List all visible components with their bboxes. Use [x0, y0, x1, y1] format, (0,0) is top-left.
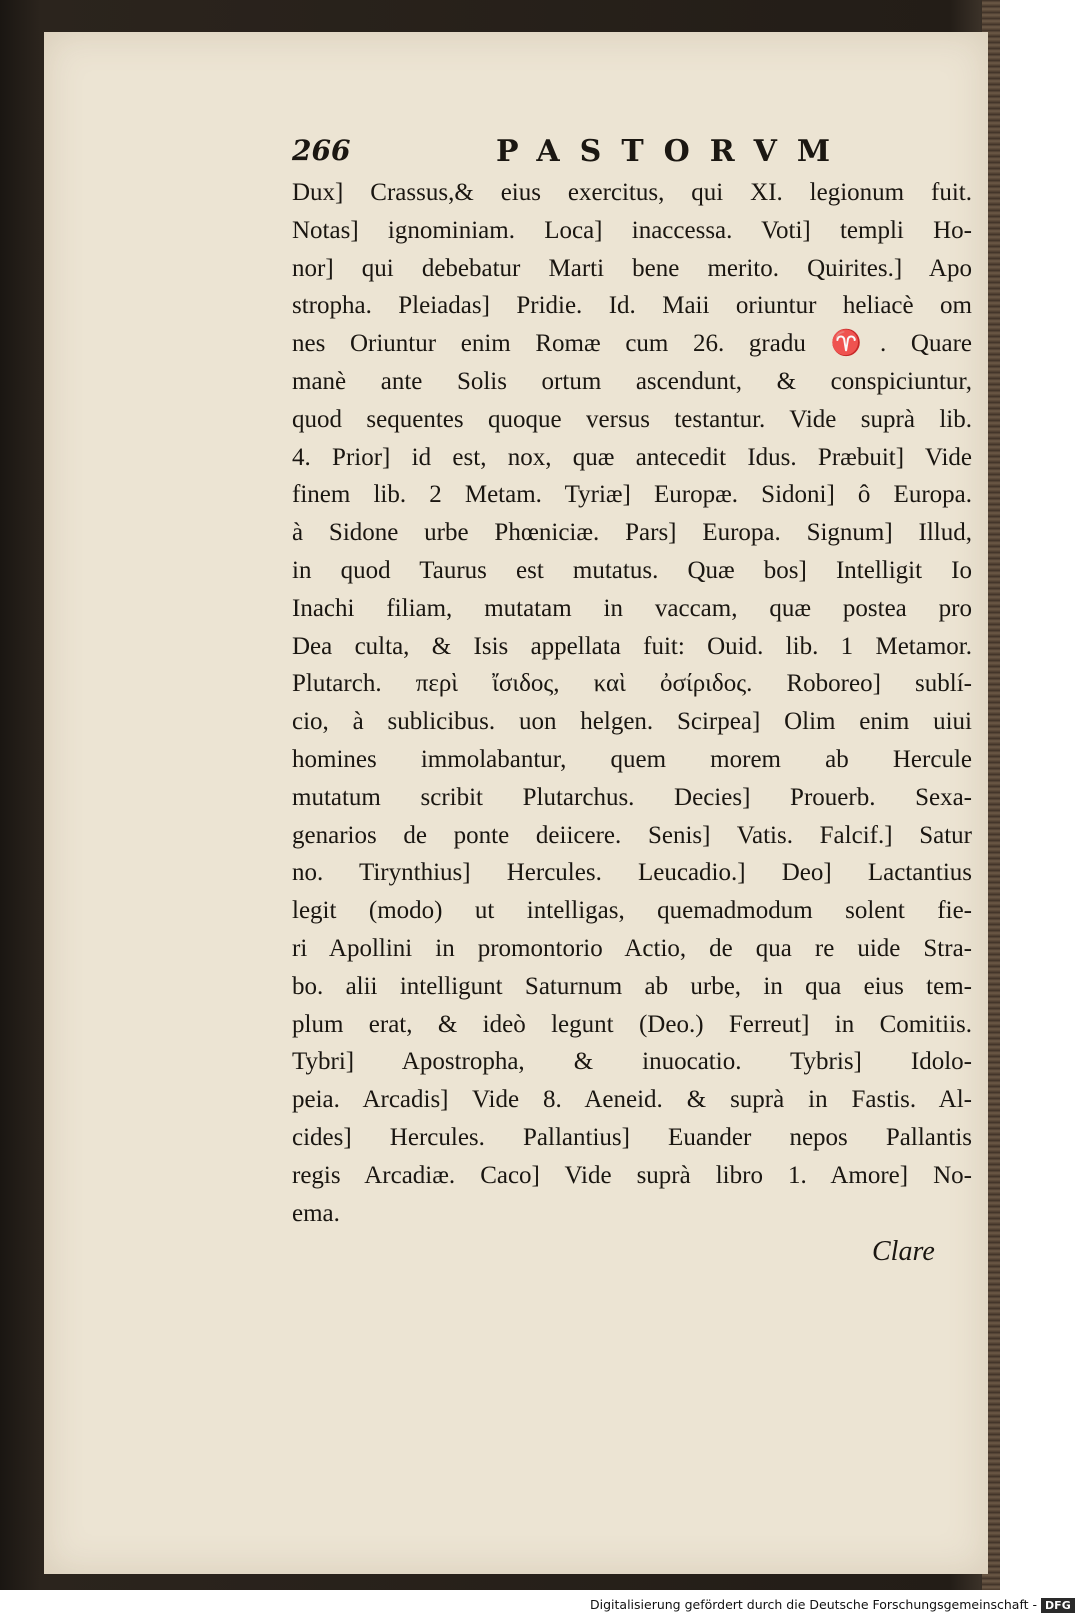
digitization-credit	[590, 1597, 1071, 1617]
text-line: Inachi filiam, mutatam in vaccam, quæ postea pro	[292, 594, 972, 622]
text-line: quod sequentes quoque versus testantur. Vide suprà lib.	[292, 405, 972, 433]
text-line: no. Tirynthius] Hercules. Leucadio.] Deo] Lactantius	[292, 859, 972, 887]
text-line: à Sidone urbe Phœniciæ. Pars] Europa. Signum] Illud,	[292, 519, 972, 547]
text-line: Plutarch. περὶ ἴσιδος, καὶ ὀσίριδος. Roboreo] sublí-	[292, 670, 972, 698]
text-line: legit (modo) ut intelligas, quemadmodum solent fie-	[292, 897, 972, 925]
text-line: mutatum scribit Plutarchus. Decies] Prouerb. Sexa-	[292, 783, 972, 811]
text-line: nor] qui debebatur Marti bene merito. Quirites.] Apo	[292, 254, 972, 282]
text-line: finem lib. 2 Metam. Tyriæ] Europæ. Sidoni] ô Europa.	[292, 481, 972, 509]
text-line: nes Oriuntur enim Romæ cum 26. gradu ♈. Quare	[292, 330, 972, 358]
running-head: PASTORVM	[496, 134, 851, 169]
text-line: Tybri] Apostropha, & inuocatio. Tybris] Idolo-	[292, 1048, 972, 1076]
text-line: ema.	[292, 1199, 340, 1227]
text-line: Dux] Crassus,& eius exercitus, qui XI. legionum fuit.	[292, 179, 972, 206]
text-line: manè ante Solis ortum ascendunt, & conspiciuntur,	[292, 367, 972, 395]
text-line: cides] Hercules. Pallantius] Euander nepos Pallantis	[292, 1123, 972, 1151]
text-line: plum erat, & ideò legunt (Deo.) Ferreut] in Comitiis.	[292, 1010, 972, 1038]
text-line: Dea culta, & Isis appellata fuit: Ouid. lib. 1 Metamor.	[292, 632, 972, 660]
page-number: 266	[292, 134, 351, 167]
text-line: cio, à sublicibus. uon helgen. Scirpea] Olim enim uiui	[292, 708, 972, 736]
text-line: bo. alii intelligunt Saturnum ab urbe, in qua eius tem-	[292, 972, 972, 1000]
text-line: 4. Prior] id est, nox, quæ antecedit Idus. Præbuit] Vide	[292, 443, 972, 471]
text-line: stropha. Pleiadas] Pridie. Id. Maii oriuntur heliacè om	[292, 292, 972, 320]
dfg-logo: DFG	[1041, 1598, 1075, 1613]
page-header	[292, 134, 851, 174]
text-line: ri Apollini in promontorio Actio, de qua re uide Stra-	[292, 934, 972, 962]
text-line: regis Arcadiæ. Caco] Vide suprà libro 1. Amore] No-	[292, 1161, 972, 1189]
text-line: homines immolabantur, quem morem ab Hercule	[292, 745, 972, 773]
text-line: genarios de ponte deiicere. Senis] Vatis. Falcif.] Satur	[292, 821, 972, 849]
credit-text: Digitalisierung gefördert durch die Deutsche Forschungsgemeinschaft -	[590, 1597, 1038, 1612]
text-line: peia. Arcadis] Vide 8. Aeneid. & suprà in Fastis. Al-	[292, 1086, 972, 1114]
catchword: Clare	[872, 1236, 935, 1267]
text-line: Notas] ignominiam. Loca] inaccessa. Voti] templi Ho-	[292, 216, 972, 244]
commentary-text	[292, 174, 972, 1232]
text-line: in quod Taurus est mutatus. Quæ bos] Intelligit Io	[292, 556, 972, 584]
